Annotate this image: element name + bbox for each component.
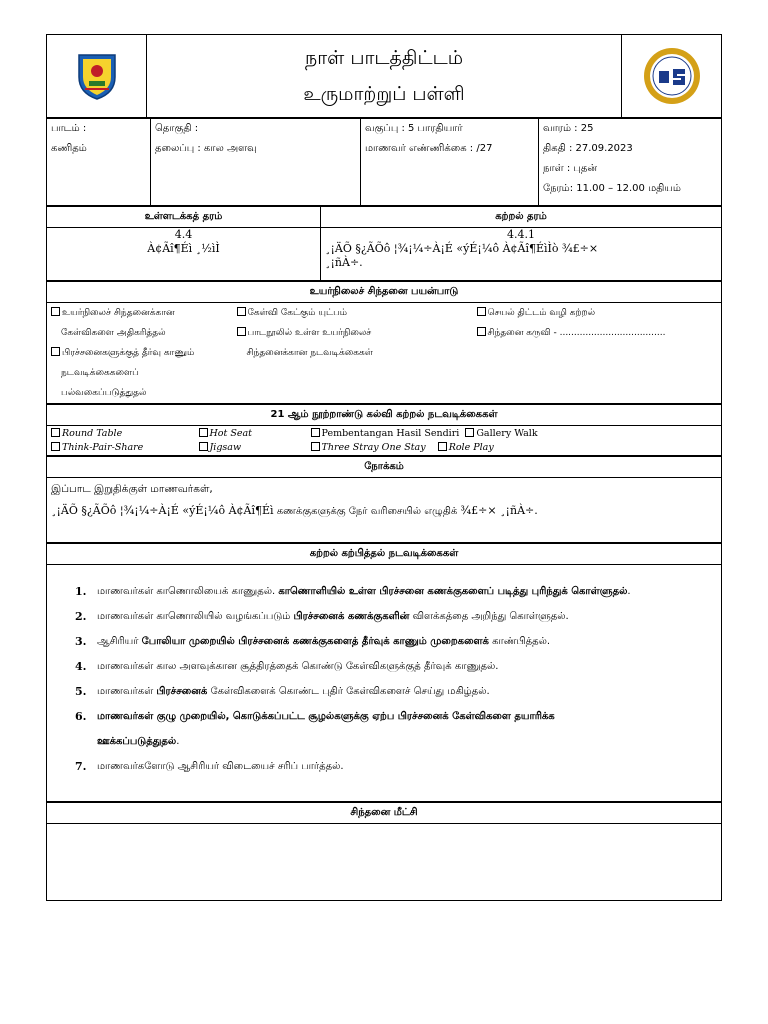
activity-text: ஆசிரியர் — [97, 636, 142, 647]
activity-item — [51, 729, 717, 754]
topic-label: தலைப்பு : கால அளவு — [155, 143, 257, 154]
hots-checkbox-2[interactable] — [51, 347, 60, 356]
pak21-header: 21 ஆம் நூற்றாண்டு கல்வி கற்றல் நடவடிக்கைகள் — [47, 405, 722, 426]
jigsaw-checkbox[interactable] — [199, 442, 208, 451]
hots-checkbox-5[interactable] — [477, 307, 486, 316]
gallery-walk-label: Gallery Walk — [476, 428, 538, 439]
class-label: வகுப்பு : 5 பாரதியார் — [365, 123, 463, 134]
school-crest-icon — [75, 51, 119, 101]
pembentangan-checkbox[interactable] — [311, 428, 320, 437]
schedule-cell — [539, 119, 722, 206]
learning-standard-header: கற்றல் தரம் — [321, 207, 722, 228]
activity-emphasis: பிரச்சனைக் — [156, 686, 208, 697]
pak21-table — [46, 404, 722, 456]
hots-col-1: உயர்நிலைச் சிந்தனைக்கான கேள்விகளை அதிகரித்தல் பிரச்சனைகளுக்குத் தீர்வு காணும் நடவடிக்கைகளைப் பல்வகைப்படுத்துதல் — [47, 303, 233, 404]
three-stray-label: Three Stray One Stay — [321, 442, 426, 453]
unit-cell — [151, 119, 361, 206]
hot-seat-label: Hot Seat — [209, 428, 252, 439]
learning-standard-code: 4.4.1 — [507, 228, 535, 241]
day-label: நாள் : புதன் — [543, 163, 598, 174]
header-table — [46, 34, 722, 118]
think-pair-share-label: Think-Pair-Share — [62, 442, 144, 453]
learning-standard-cell — [321, 228, 722, 281]
class-cell — [361, 119, 539, 206]
activity-text: மாணவர்களோடு ஆசிரியர் விடையைச் சரிப் பார்த்தல். — [97, 761, 344, 772]
time-label: நேரம்: 11.00 – 12.00 மதியம் — [543, 183, 681, 194]
pak21-col-3 — [307, 426, 722, 456]
activity-text-end: காண்பித்தல். — [488, 636, 551, 647]
date-label: திகதி : 27.09.2023 — [543, 143, 633, 154]
activities-header: கற்றல் கற்பித்தல் நடவடிக்கைகள் — [47, 544, 722, 565]
subject-label: பாடம் : — [51, 123, 87, 134]
objective-header: நோக்கம் — [47, 457, 722, 478]
activity-number: 7. — [75, 760, 87, 773]
school-logo-cell — [47, 35, 147, 118]
content-standard-code: 4.4 — [174, 228, 193, 241]
jigsaw-label: Jigsaw — [209, 442, 242, 453]
student-count: மாணவர் எண்ணிக்கை : /27 — [365, 143, 493, 154]
activity-item — [51, 579, 717, 604]
activity-emphasis: போலியா முறையில் பிரச்சனைக் கணக்குகளைத் தீர்வுக் காணும் முறைகளைக் — [141, 636, 489, 647]
objective-intro: இப்பாட இறுதிக்குள் மாணவர்கள், — [51, 483, 213, 495]
activity-emphasis: காணொளியில் உள்ள பிரச்சனை கணக்குகளைப் படித்து புரிந்துக் கொள்ளுதல் — [278, 586, 628, 597]
title-cell — [147, 35, 622, 118]
hots-col-3: செயல் திட்டம் வழி கற்றல் சிந்தனை கருவி - ..................................... — [473, 303, 722, 404]
activity-text: மாணவர்கள் காணொலியைக் காணுதல். — [97, 586, 279, 597]
activities-cell — [47, 565, 722, 802]
activity-text-end: . — [495, 661, 499, 672]
info-table — [46, 118, 722, 206]
reflection-body[interactable] — [47, 824, 722, 901]
objective-statement: ¸¡ÄÕ §¿ÃÕô ¦¾¡¼÷À¡É «ýÉ¡¼ô À¢Ãî¶Éì கணக்குகளுக்கு நேர் வரிசையில் எழுதிக் ¾£÷× ¸¡ñÀ÷. — [51, 504, 538, 517]
content-standard-header: உள்ளடக்கத் தரம் — [47, 207, 321, 228]
activity-number: 3. — [75, 635, 87, 648]
unit-label: தொகுதி : — [155, 123, 199, 134]
week-label: வாரம் : 25 — [543, 123, 594, 134]
activities-list — [51, 579, 717, 779]
program-emblem-icon — [643, 47, 701, 105]
hots-header: உயர்நிலைச் சிந்தனை பயன்பாடு — [47, 282, 722, 303]
activity-emphasis: மாணவர்கள் குழு முறையில், கொடுக்கப்பட்ட சூழல்களுக்கு ஏற்ப பிரச்சனைக் கேள்விகளை தயாரிக்க — [97, 711, 555, 722]
objective-cell — [47, 478, 722, 543]
three-stray-checkbox[interactable] — [311, 442, 320, 451]
activity-text-end: கேள்விகளைக் கொண்ட புதிர் கேள்விகளைச் செய்து மகிழ்தல். — [207, 686, 490, 697]
activity-item — [51, 604, 717, 629]
activity-emphasis: ஊக்கப்படுத்துதல் — [97, 736, 177, 747]
reflection-table — [46, 802, 722, 901]
activity-number: 5. — [75, 685, 87, 698]
activity-text: மாணவர்கள் — [97, 686, 157, 697]
role-play-checkbox[interactable] — [438, 442, 447, 451]
pak21-col-2 — [195, 426, 307, 456]
school-type-title: உருமாற்றுப் பள்ளி — [303, 83, 465, 105]
activity-text-end: . — [627, 586, 631, 597]
hots-table — [46, 281, 722, 404]
activity-number: 1. — [75, 585, 87, 598]
role-play-label: Role Play — [448, 442, 494, 453]
round-table-checkbox[interactable] — [51, 428, 60, 437]
activity-text-end: . — [176, 736, 180, 747]
activity-text: மாணவர்கள் காணொலியில் வழங்கப்படும் — [97, 611, 294, 622]
activity-text-end: விளக்கத்தை அறிந்து கொள்ளுதல். — [409, 611, 569, 622]
content-standard-cell — [47, 228, 321, 281]
activity-item — [51, 629, 717, 654]
subject-cell — [47, 119, 151, 206]
standards-table — [46, 206, 722, 281]
objective-table — [46, 456, 722, 543]
document-title: நாள் பாடத்திட்டம் — [305, 47, 463, 69]
pembentangan-label: Pembentangan Hasil Sendiri — [321, 428, 460, 439]
hots-col-2: கேள்வி கேட்கும் யுட்பம் பாடநூலில் உள்ள உயர்நிலைச் சிந்தனைக்கான நடவடிக்கைகள் — [233, 303, 473, 404]
activity-emphasis: பிரச்சனைக் கணக்குகளின் — [293, 611, 410, 622]
activities-table — [46, 543, 722, 802]
reflection-header: சிந்தனை மீட்சி — [47, 803, 722, 824]
activity-number: 6. — [75, 710, 87, 723]
hots-checkbox-4[interactable] — [237, 327, 246, 336]
program-logo-cell — [622, 35, 722, 118]
pak21-col-1 — [47, 426, 195, 456]
activity-item — [51, 654, 717, 679]
subject-value: கணிதம் — [51, 143, 87, 154]
activity-item — [51, 704, 717, 729]
learning-standard-text-2: ¸¡ñÀ÷. — [325, 256, 363, 269]
think-pair-share-checkbox[interactable] — [51, 442, 60, 451]
round-table-label: Round Table — [62, 428, 123, 439]
hot-seat-checkbox[interactable] — [199, 428, 208, 437]
lesson-plan-document — [46, 34, 722, 901]
hots-checkbox-6[interactable] — [477, 327, 486, 336]
activity-item — [51, 754, 717, 779]
activity-number: 4. — [75, 660, 87, 673]
learning-standard-text: ¸¡ÄÕ §¿ÃÕô ¦¾¡¼÷À¡É «ýÉ¡¼ô À¢Ãî¶ÉìÌò ¾£÷× — [325, 242, 599, 255]
content-standard-text: À¢Ãî¶Éì ¸½ìÌ — [147, 242, 220, 255]
activity-text: மாணவர்கள் கால அளவுக்கான சூத்திரத்தைக் கொண்டு கேள்விகளுக்குத் தீர்வுக் காணுதல் — [97, 661, 496, 672]
activity-item — [51, 679, 717, 704]
hots-checkbox-3[interactable] — [237, 307, 246, 316]
gallery-walk-checkbox[interactable] — [465, 428, 474, 437]
hots-checkbox-1[interactable] — [51, 307, 60, 316]
activity-number: 2. — [75, 610, 87, 623]
